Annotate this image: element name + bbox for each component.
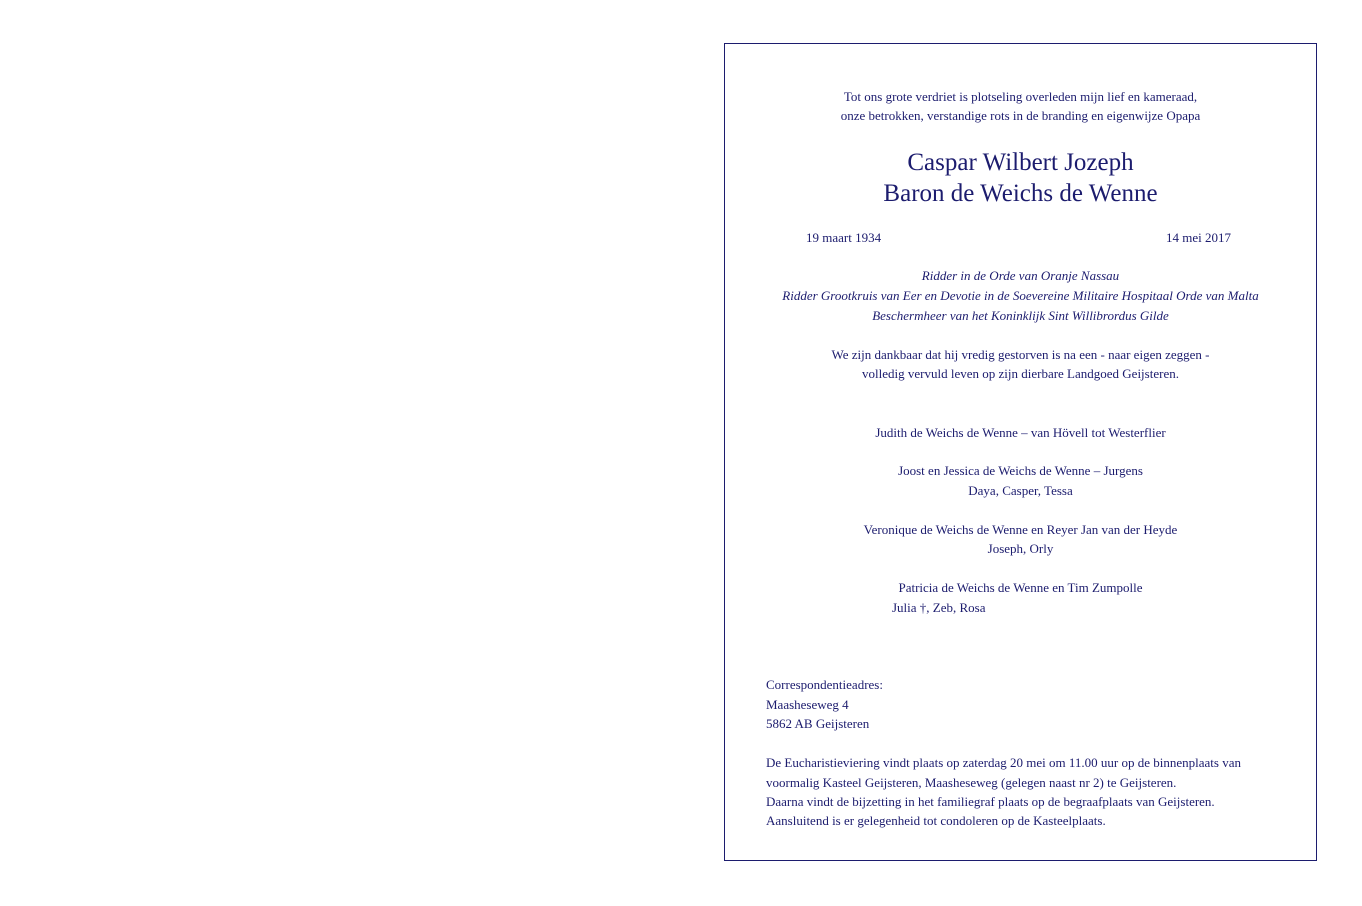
family-child-3: Patricia de Weichs de Wenne en Tim Zumpolle (898, 580, 1143, 595)
family-child-3-grandchildren: Julia †, Zeb, Rosa (892, 600, 986, 615)
service-line-3: Daarna vindt de bijzetting in het familiegraf plaats op de begraafplaats van Geijsteren. (766, 794, 1215, 809)
gratitude-line-2: volledig vervuld leven op zijn dierbare Landgoed Geijsteren. (862, 366, 1179, 381)
address-city: 5862 AB Geijsteren (766, 716, 870, 731)
address-street: Maasheseweg 4 (766, 697, 849, 712)
intro-line-1: Tot ons grote verdriet is plotseling overleden mijn lief en kameraad, (843, 89, 1198, 104)
service-line-2: voormalig Kasteel Geijsteren, Maasheseweg (gelegen naast nr 2) te Geijsteren. (766, 775, 1177, 790)
deceased-name-line-2: Baron de Weichs de Wenne (883, 180, 1158, 207)
family-child-1: Joost en Jessica de Weichs de Wenne – Jurgens (898, 463, 1143, 478)
family-widow: Judith de Weichs de Wenne – van Hövell tot Westerflier (875, 425, 1166, 440)
family-child-1-grandchildren: Daya, Casper, Tessa (968, 483, 1073, 498)
honour-line: Beschermheer van het Koninklijk Sint Willibrordus Gilde (872, 308, 1169, 323)
service-line-4: Aansluitend is er gelegenheid tot condoleren op de Kasteelplaats. (766, 813, 1106, 828)
gratitude-line-1: We zijn dankbaar dat hij vredig gestorven is na een - naar eigen zeggen - (831, 347, 1210, 362)
service-line-1: De Eucharistieviering vindt plaats op zaterdag 20 mei om 11.00 uur op de binnenplaats van (766, 755, 1241, 770)
family-child-2-grandchildren: Joseph, Orly (987, 541, 1054, 556)
birth-date: 19 maart 1934 (806, 230, 882, 245)
intro-line-2: onze betrokken, verstandige rots in de branding en eigenwijze Opapa (840, 108, 1201, 123)
honour-line: Ridder in de Orde van Oranje Nassau (921, 268, 1120, 283)
honour-line: Ridder Grootkruis van Eer en Devotie in de Soevereine Militaire Hospitaal Orde van Malta (782, 288, 1259, 303)
family-child-2: Veronique de Weichs de Wenne en Reyer Jan van der Heyde (863, 522, 1178, 537)
deceased-name-line-1: Caspar Wilbert Jozeph (907, 149, 1134, 176)
announcement-card (724, 43, 1317, 861)
address-label: Correspondentieadres: (766, 677, 883, 692)
death-date: 14 mei 2017 (1166, 230, 1231, 245)
